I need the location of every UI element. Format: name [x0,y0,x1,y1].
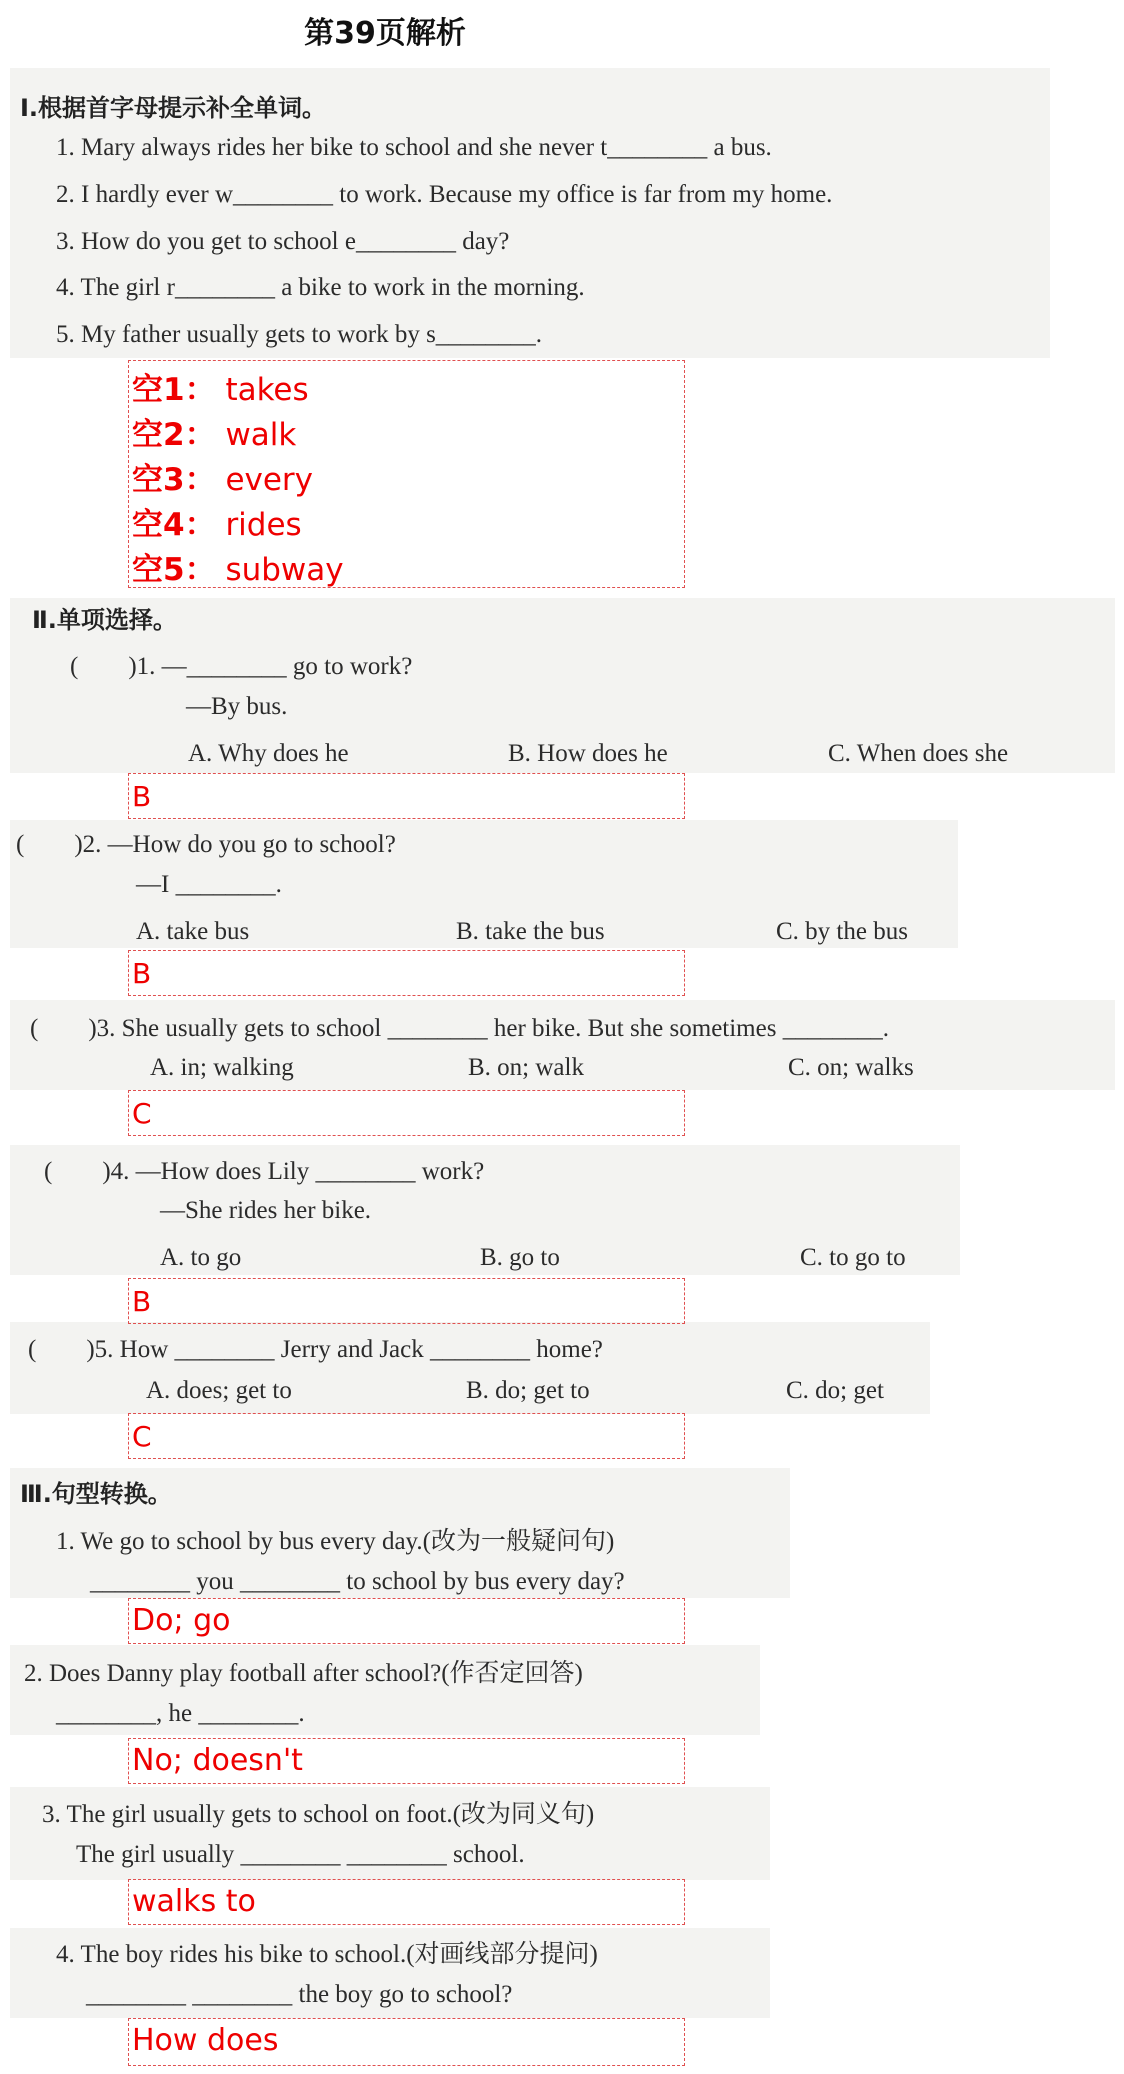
page-title: 第39页解析 [304,16,466,51]
part2-q4-option-c: C. to go to [800,1244,906,1271]
part3-heading: Ⅲ.句型转换。 [20,1480,172,1508]
part2-q1-answer: B [132,780,152,813]
part2-q3-answer: C [132,1097,152,1130]
part3-q4-blank: ________ ________ the boy go to school? [86,1981,513,2008]
part3-q1-answer: Do; go [132,1603,231,1638]
part2-q1-reply: —By bus. [186,693,288,720]
part2-q4-option-b: B. go to [480,1244,560,1271]
part2-q4-reply: —She rides her bike. [160,1197,372,1224]
part2-q2-option-c: C. by the bus [776,918,908,945]
part2-q2-option-a: A. take bus [136,918,250,945]
part2-q5-answer-box [128,1413,685,1459]
part3-q2-blank: ________, he ________. [56,1700,305,1727]
part3-q4-stem: 4. The boy rides his bike to school.(对画线部分提问) [56,1941,598,1968]
part2-q4-answer-box [128,1278,685,1324]
part2-heading: Ⅱ.单项选择。 [32,606,177,634]
part2-q2-answer-box [128,950,685,996]
part1-question-1: 1. Mary always rides her bike to school and she never t________ a bus. [56,134,772,161]
part3-q2-answer: No; doesn't [132,1743,303,1778]
part2-q1-option-a: A. Why does he [188,740,349,767]
part2-q1-stem: ( )1. —________ go to work? [70,653,413,680]
part3-q1-blank: ________ you ________ to school by bus every day? [90,1568,625,1595]
part2-q4-stem: ( )4. —How does Lily ________ work? [44,1158,485,1185]
part1-answer-2: 空2： walk [132,417,297,453]
part2-q2-reply: —I ________. [136,871,282,898]
part2-q3-answer-box [128,1090,685,1136]
part3-q3-blank: The girl usually ________ ________ school. [76,1841,525,1868]
part1-answer-4: 空4： rides [132,507,302,543]
part2-q1-answer-box [128,773,685,819]
part1-question-2: 2. I hardly ever w________ to work. Because my office is far from my home. [56,181,833,208]
part2-q1-option-b: B. How does he [508,740,668,767]
part2-q3-stem: ( )3. She usually gets to school ________ her bike. But she sometimes ________. [30,1015,889,1042]
part2-q5-option-c: C. do; get [786,1377,884,1404]
part1-question-3: 3. How do you get to school e________ day? [56,228,510,255]
part2-q4-answer: B [132,1285,152,1318]
part2-q3-option-c: C. on; walks [788,1054,914,1081]
part2-q2-stem: ( )2. —How do you go to school? [16,831,396,858]
part2-q3-option-b: B. on; walk [468,1054,584,1081]
part1-answer-3: 空3： every [132,462,314,498]
part2-q2-option-b: B. take the bus [456,918,605,945]
part2-q5-option-a: A. does; get to [146,1377,292,1404]
part1-heading: Ⅰ.根据首字母提示补全单词。 [20,94,327,122]
part1-answer-1: 空1： takes [132,372,309,408]
part1-question-4: 4. The girl r________ a bike to work in the morning. [56,274,585,301]
part3-q3-stem: 3. The girl usually gets to school on foot.(改为同义句) [42,1801,595,1828]
part3-q4-answer: How does [132,2023,279,2058]
part2-q5-answer: C [132,1420,152,1453]
part3-q3-answer: walks to [132,1884,256,1919]
part2-q5-option-b: B. do; get to [466,1377,590,1404]
part3-q2-stem: 2. Does Danny play football after school?(作否定回答) [24,1660,583,1687]
part3-q1-stem: 1. We go to school by bus every day.(改为一般疑问句) [56,1528,615,1555]
part1-question-5: 5. My father usually gets to work by s________. [56,321,543,348]
part2-q3-option-a: A. in; walking [150,1054,294,1081]
part1-answer-5: 空5： subway [132,552,344,588]
part2-q1-option-c: C. When does she [828,740,1009,767]
part2-q5-stem: ( )5. How ________ Jerry and Jack ________ home? [28,1336,603,1363]
part2-q2-answer: B [132,957,152,990]
part2-q4-option-a: A. to go [160,1244,242,1271]
